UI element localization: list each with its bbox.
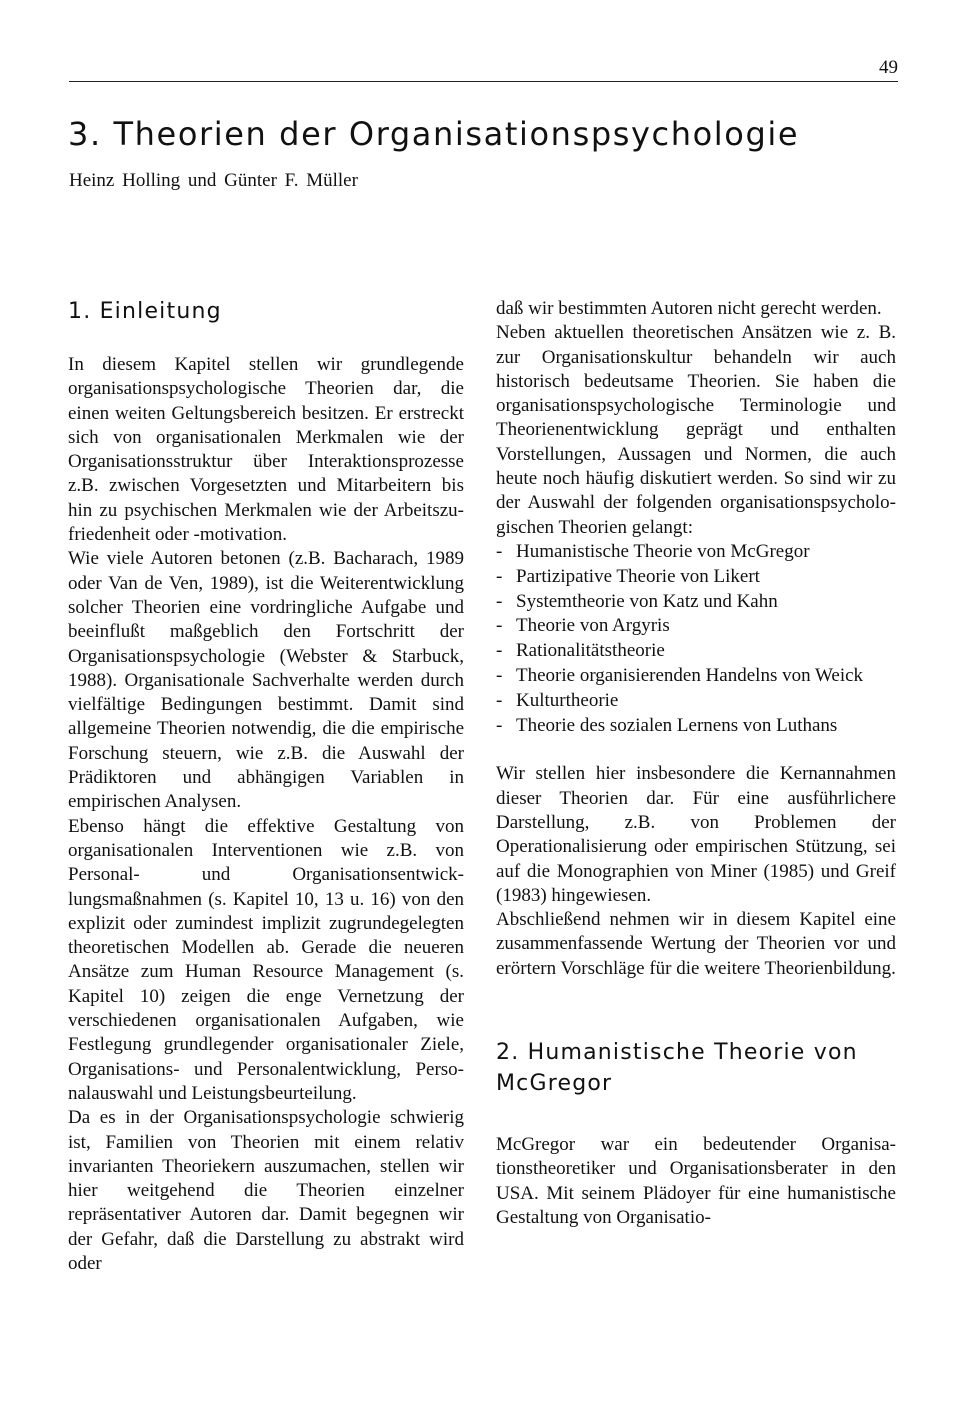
paragraph: McGregor war ein bedeutender Organisationstheoretiker und Organisationsberater in den USA. Mit seinem Plädoyer für eine humanistische Gestaltung von Organisatio- [496,1134,896,1228]
chapter-authors: Heinz Holling und Günter F. Müller [69,170,358,191]
list-item: - Systemtheorie von Katz und Kahn [496,590,896,615]
list-item: - Partizipative Theorie von Likert [496,565,896,590]
section-heading-einleitung: 1. Einleitung [68,299,222,324]
paragraph: Neben aktuellen theoretischen Ansätzen wie z. B. zur Organisationskultur behandeln wir auch historisch bedeutsame Theorien. Sie haben die organisationspsychologische Terminologie und Theorienentwicklung geprägt und enthalten Vorstellungen, Aussagen und Normen, die auch heute noch häufig diskutiert werden. So sind wir zu der Auswahl der folgenden organisationspsychologischen Theorien gelangt: [496,322,896,538]
paragraph: Ebenso hängt die effektive Gestaltung von organisationalen Interventionen wie z.B. von Personal- und Organisationsentwicklungsmaßnahmen (s. Kapitel 10, 13 u. 16) von den explizit oder zumindest implizit zugrundegelegten theoretischen Modellen ab. Gerade die neueren Ansätze zum Human Resource Management (s. Kapitel 10) zeigen die enge Vernetzung der verschiedenen organisationalen Aufgaben, wie Festlegung grundlegender organisationaler Ziele, Organisations- und Personalentwicklung, Personalauswahl und Leistungsbeurteilung. [68,815,464,1104]
left-column [68,296,464,1276]
right-column [496,297,896,1230]
list-item: - Rationalitätstheorie [496,639,896,664]
page-number: 49 [879,57,898,78]
list-item: - Humanistische Theorie von McGregor [496,540,896,565]
paragraph: In diesem Kapitel stellen wir grundlegende organisationspsychologische Theorien dar, die einen weiten Geltungsbereich besitzen. Er erstreckt sich von organisationalen Merkmalen wie der Organisationsstruktur über Interaktionsprozesse z.B. zwischen Vorgesetzten und Mitarbeitern bis hin zu psychischen Merkmalen wie der Arbeitszufriedenheit oder -motivation. [68,354,464,546]
list-item: - Theorie des sozialen Lernens von Luthans [496,714,896,739]
paragraph: Wir stellen hier insbesondere die Kernannahmen dieser Theorien dar. Für eine ausführlichere Darstellung, z.B. von Problemen der Operationalisierung oder empirischen Stützung, sei auf die Monographien von Miner (1985) und Greif (1983) hingewiesen. [496,763,896,906]
list-item: - Theorie von Argyris [496,614,896,639]
chapter-title: 3. Theorien der Organisationspsychologie [68,115,800,153]
paragraph: Abschließend nehmen wir in diesem Kapitel eine zusammenfassende Wertung der Theorien vor und erörtern Vorschläge für die weitere Theorienbildung. [496,909,896,979]
theories-list [496,540,896,738]
paragraph: Wie viele Autoren betonen (z.B. Bacharach, 1989 oder Van de Ven, 1989), ist die Weiterentwicklung solcher Theorien eine vordringliche Aufgabe und beeinflußt maßgeblich den Fortschritt der Organisationspsychologie (Webster & Starbuck, 1988). Organisationale Sachverhalte werden durch vielfältige Bedingungen bestimmt. Damit sind allgemeine Theorien notwendig, die die empirische Forschung steuern, wie z.B. die Auswahl der Prädiktoren und abhängigen Variablen in empirischen Analysen. [68,548,464,813]
spacer [496,738,896,762]
paragraph: Da es in der Organisationspsychologie schwierig ist, Familien von Theorien mit einem relativ invarianten Theoriekern auszumachen, stellen wir hier weitgehend die Theorien einzelner repräsentativer Autoren dar. Damit begegnen wir der Gefahr, daß die Darstellung zu abstrakt wird oder [68,1107,464,1274]
header-rule [69,81,898,82]
section-heading-mcgregor: 2. Humanistische Theorie von McGregor [496,1040,858,1097]
paragraph: daß wir bestimmten Autoren nicht gerecht werden. [496,298,882,319]
list-item: - Kulturtheorie [496,689,896,714]
list-item: - Theorie organisierenden Handelns von Weick [496,664,896,689]
